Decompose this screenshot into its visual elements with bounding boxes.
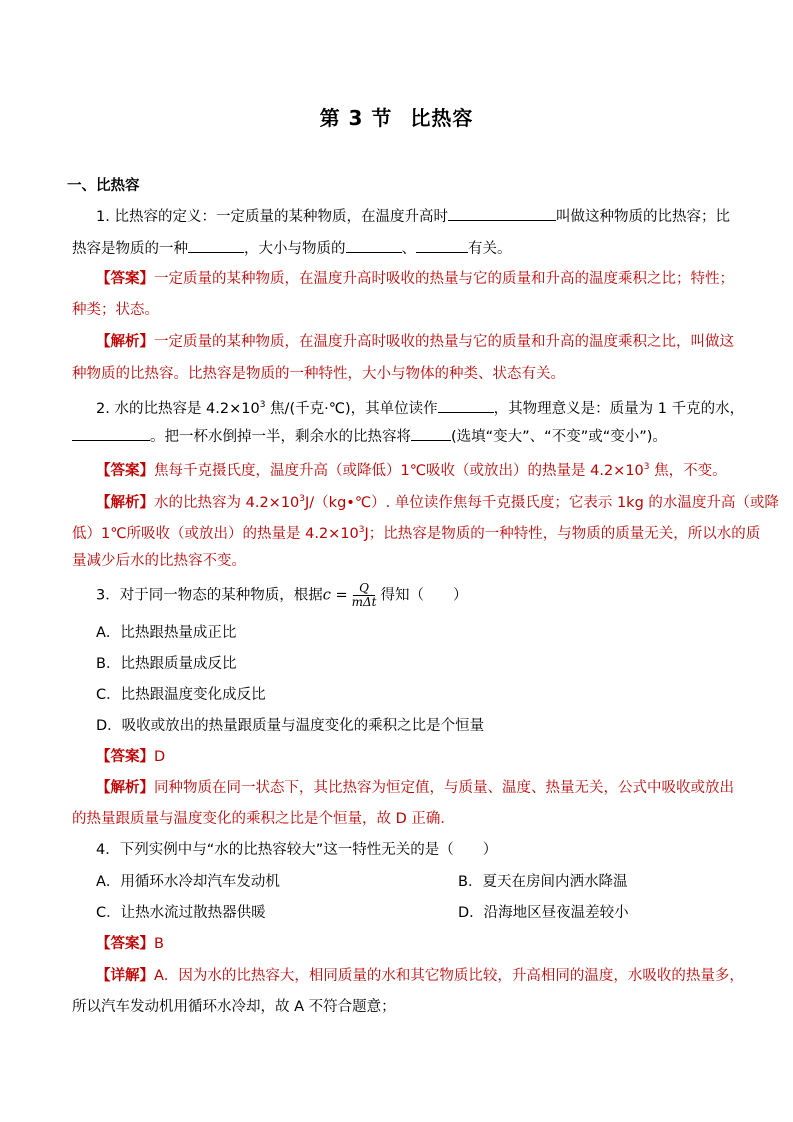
explanation-tag: 【解析】 xyxy=(96,334,154,350)
q3-explanation: 【解析】同种物质在同一状态下，其比热容为恒定值，与质量、温度、热量无关，公式中吸收或放出 xyxy=(96,780,734,796)
q3-option-b: B．比热跟质量成反比 xyxy=(96,656,237,672)
q2-line2: 。把一杯水倒掉一半，剩余水的比热容将 (选填“变大”、“不变”或“变小”)。 xyxy=(72,426,723,447)
blank xyxy=(188,238,244,253)
q4-options-row2 xyxy=(96,903,723,923)
q4-stem: 4．下列实例中与“水的比热容较大”这一特性无关的是（ ） xyxy=(96,842,498,858)
blank xyxy=(346,238,402,253)
blank xyxy=(411,426,451,441)
section-heading: 一、比热容 xyxy=(67,178,140,194)
q4-explanation: 【详解】A．因为水的比热容大，相同质量的水和其它物质比较，升高相同的温度，水吸收的热量多， xyxy=(96,968,744,984)
q4-option-c: C．让热水流过散热器供暖 xyxy=(96,905,266,921)
q4-option-d: D．沿海地区昼夜温差较小 xyxy=(458,905,629,921)
answer-tag: 【答案】 xyxy=(96,271,154,287)
q1-answer-cont: 种类；状态。 xyxy=(72,302,159,318)
q3-option-d: D．吸收或放出的热量跟质量与温度变化的乘积之比是个恒量 xyxy=(96,718,485,734)
q3-answer: 【答案】D xyxy=(96,749,166,765)
q2-line1: 2. 水的比热容是 $4.2\times 10^3$ 焦/(千克·℃)，其单位读作 ，其物理意义是：质量为 1 千克的水， xyxy=(96,395,723,419)
explanation-tag: 【详解】 xyxy=(96,968,154,984)
q2-explanation-cont: 低）1℃所吸收（或放出）的热量是 $4.2\times 10^3J$；比热容是物质的一种特性，与物质的质量无关，所以水的质 xyxy=(72,525,761,542)
q1-answer: 【答案】一定质量的某种物质，在温度升高时吸收的热量与它的质量和升高的温度乘积之比；特性； xyxy=(96,271,734,287)
formula-fraction: $\frac{Q}{\text{mΔt}}$ xyxy=(351,581,377,609)
q1-explanation-cont: 种物质的比热容。比热容是物质的一种特性，大小与物体的种类、状态有关。 xyxy=(72,366,565,382)
page-title xyxy=(0,102,793,131)
blank xyxy=(416,238,468,253)
blank xyxy=(448,206,556,221)
blank xyxy=(438,398,494,413)
q3-option-c: C．比热跟温度变化成反比 xyxy=(96,687,266,703)
q1-line2: 热容是物质的一种 ，大小与物质的 、 有关。 xyxy=(72,238,723,259)
explanation-tag: 【解析】 xyxy=(96,780,154,796)
q4-option-a: A．用循环水冷却汽车发动机 xyxy=(96,874,280,890)
chapter-name: 比热容 xyxy=(410,106,474,130)
q4-options-row1 xyxy=(96,872,723,892)
q3-stem: 3．对于同一物态的某种物质，根据c = $\frac{Q}{\text{mΔt}}$ 得知（ ） xyxy=(96,581,468,609)
answer-tag: 【答案】 xyxy=(96,462,154,479)
q1-explanation: 【解析】一定质量的某种物质，在温度升高时吸收的热量与它的质量和升高的温度乘积之比，叫做这 xyxy=(96,334,734,350)
formula-lhs: c = xyxy=(322,587,348,604)
q2-answer: 【答案】焦每千克摄氏度，温度升高（或降低）1℃吸收（或放出）的热量是 $4.2\times 10^3$ 焦，不变。 xyxy=(96,462,727,479)
explanation-tag: 【解析】 xyxy=(96,494,154,511)
blank xyxy=(72,426,150,441)
q4-option-b: B．夏天在房间内洒水降温 xyxy=(458,874,628,890)
chapter-label: 第 3 节 xyxy=(319,106,393,130)
q2-explanation: 【解析】水的比热容为 $4.2\times 10^3J/(kg•℃)$. 单位读作焦每千克摄氏度；它表示 1kg 的水温度升高（或降 xyxy=(96,494,779,511)
q3-option-a: A．比热跟热量成正比 xyxy=(96,625,237,641)
q1-line1: 1. 比热容的定义：一定质量的某种物质，在温度升高时 叫做这种物质的比热容；比 xyxy=(96,206,723,227)
answer-tag: 【答案】 xyxy=(96,749,154,765)
q2-explanation-end: 量减少后水的比热容不变。 xyxy=(72,553,246,569)
q4-answer: 【答案】B xyxy=(96,936,164,952)
q3-explanation-cont: 的热量跟质量与温度变化的乘积之比是个恒量，故 D 正确． xyxy=(72,811,455,827)
q4-explanation-cont: 所以汽车发动机用循环水冷却，故 A 不符合题意； xyxy=(72,999,396,1015)
answer-tag: 【答案】 xyxy=(96,936,154,952)
